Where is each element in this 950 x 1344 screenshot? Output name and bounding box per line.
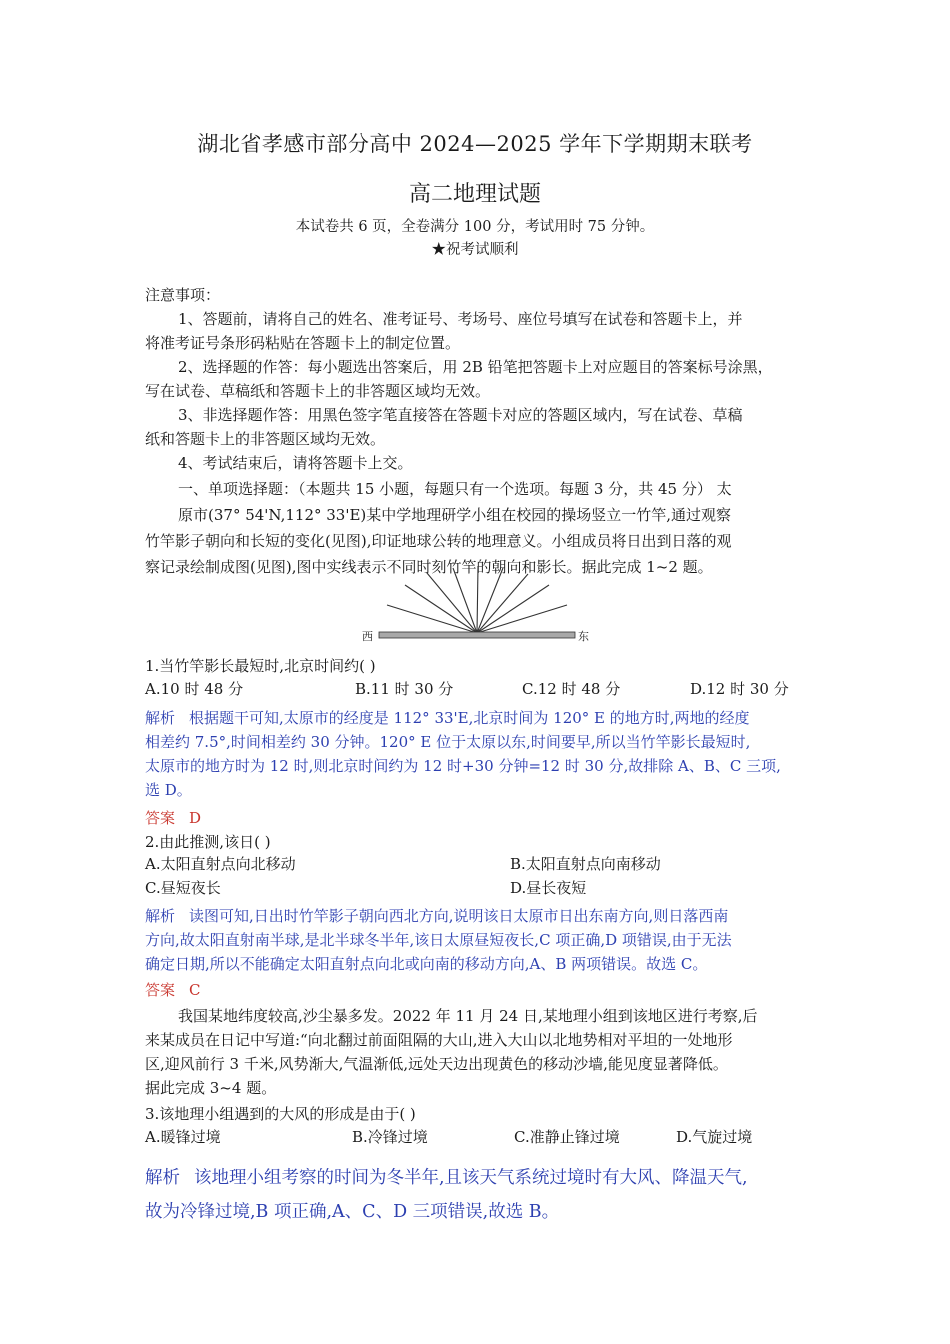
analysis-label: 解析 [145,907,176,925]
q3-option-c: C.准静止锋过境 [514,1128,620,1146]
q1-analysis-line: 太原市的地方时为 12 时,则北京时间约为 12 时+30 分钟=12 时 30 分,故排除 A、B、C 三项, [145,757,781,775]
answer-label: 答案 [145,981,176,999]
section-heading: 一、单项选择题：（本题共 15 小题，每题只有一个选项。每题 3 分，共 45 分） 太 [178,480,732,498]
shadow-lines [387,566,567,633]
passage-line: 区,迎风前行 3 千米,风势渐大,气温渐低,远处天边出现黄色的移动沙墙,能见度显著降低。 [145,1055,728,1073]
exam-title: 湖北省孝感市部分高中 2024—2025 学年下学期期末联考 [197,132,753,156]
note-line: 4、考试结束后，请将答题卡上交。 [178,454,413,472]
east-label: 东 [578,630,589,643]
note-line: 1、答题前，请将自己的姓名、准考证号、考场号、座位号填写在试卷和答题卡上，并 [178,310,743,328]
note-line: 将准考证号条形码粘贴在答题卡上的制定位置。 [145,334,461,352]
answer-value: D [189,809,202,827]
passage-line: 我国某地纬度较高,沙尘暴多发。2022 年 11 月 24 日,某地理小组到该地区进行考察,后 [178,1007,758,1025]
q2-option-d: D.昼长夜短 [510,879,587,897]
exam-info: 本试卷共 6 页，全卷满分 100 分，考试用时 75 分钟。 [295,219,655,235]
q1-answer [145,806,825,830]
q2-analysis-line: 方向,故太阳直射南半球,是北半球冬半年,该日太原昼短夜长,C 项正确,D 项错误,由于无法 [145,931,732,949]
answer-value: C [189,981,201,999]
note-line: 3、非选择题作答：用黑色签字笔直接答在答题卡对应的答题区域内，写在试卷、草稿 [178,406,743,424]
q1-analysis-line: 相差约 7.5°,时间相差约 30 分钟。120° E 位于太原以东,时间要早,所以当竹竿影长最短时, [145,733,751,751]
q1-option-a: A.10 时 48 分 [145,680,244,698]
notes-heading: 注意事项： [145,286,221,304]
passage-line: 来某成员在日记中写道:“向北翻过前面阻隔的大山,进入大山以北地势相对平坦的一处地形 [145,1031,733,1049]
passage-line: 竹竿影子朝向和长短的变化(见图),印证地球公转的地理意义。小组成员将日出到日落的观 [145,532,732,550]
q2-analysis-line: 解析 读图可知,日出时竹竿影子朝向西北方向,说明该日太原市日出东南方向,则日落西南 [145,907,729,925]
passage-line: 察记录绘制成图(见图),图中实线表示不同时刻竹竿的朝向和影长。据此完成 1~2 题。 [145,558,713,576]
passage-line: 据此完成 3~4 题。 [145,1079,277,1097]
q3-option-d: D.气旋过境 [676,1128,753,1146]
question-3-stem: 3.该地理小组遇到的大风的形成是由于( ) [145,1105,416,1123]
exam-subtitle: 高二地理试题 [408,182,541,207]
note-line: 写在试卷、草稿纸和答题卡上的非答题区域均无效。 [145,382,491,400]
q3-option-b: B.冷锋过境 [352,1128,428,1146]
q2-option-b: B.太阳直射点向南移动 [510,855,661,873]
q1-analysis-line: 选 D。 [145,781,192,799]
q3-analysis-line: 解析 该地理小组考察的时间为冬半年,且该天气系统过境时有大风、降温天气, [145,1168,748,1188]
west-label: 西 [362,630,373,643]
q1-option-b: B.11 时 30 分 [355,680,454,698]
q2-option-c: C.昼短夜长 [145,879,221,897]
q2-answer [145,978,825,1002]
note-line: 纸和答题卡上的非答题区域均无效。 [145,430,386,448]
exam-wish: ★祝考试顺利 [431,242,519,258]
question-1-stem: 1.当竹竿影长最短时,北京时间约( ) [145,657,376,675]
ground-bar [379,632,575,638]
q3-option-a: A.暖锋过境 [145,1128,221,1146]
q2-option-a: A.太阳直射点向北移动 [145,855,296,873]
q1-analysis-line: 解析 根据题干可知,太原市的经度是 112° 33'E,北京时间为 120° E 的地方时,两地的经度 [145,709,750,727]
question-2-stem: 2.由此推测,该日( ) [145,833,271,851]
note-line: 2、选择题的作答：每小题选出答案后，用 2B 铅笔把答题卡上对应题目的答案标号涂黑， [178,358,773,376]
analysis-label: 解析 [145,1168,180,1188]
q1-option-c: C.12 时 48 分 [522,680,621,698]
q1-option-d: D.12 时 30 分 [690,680,789,698]
q3-analysis-line: 故为冷锋过境,B 项正确,A、C、D 三项错误,故选 B。 [145,1202,560,1222]
analysis-label: 解析 [145,709,176,727]
answer-label: 答案 [145,809,176,827]
q2-analysis-line: 确定日期,所以不能确定太阳直射点向北或向南的移动方向,A、B 两项错误。故选 C。 [145,955,708,973]
passage-line: 原市(37° 54'N,112° 33'E)某中学地理研学小组在校园的操场竖立一竹竿,通过观察 [178,506,732,524]
shadow-figure [355,565,600,650]
